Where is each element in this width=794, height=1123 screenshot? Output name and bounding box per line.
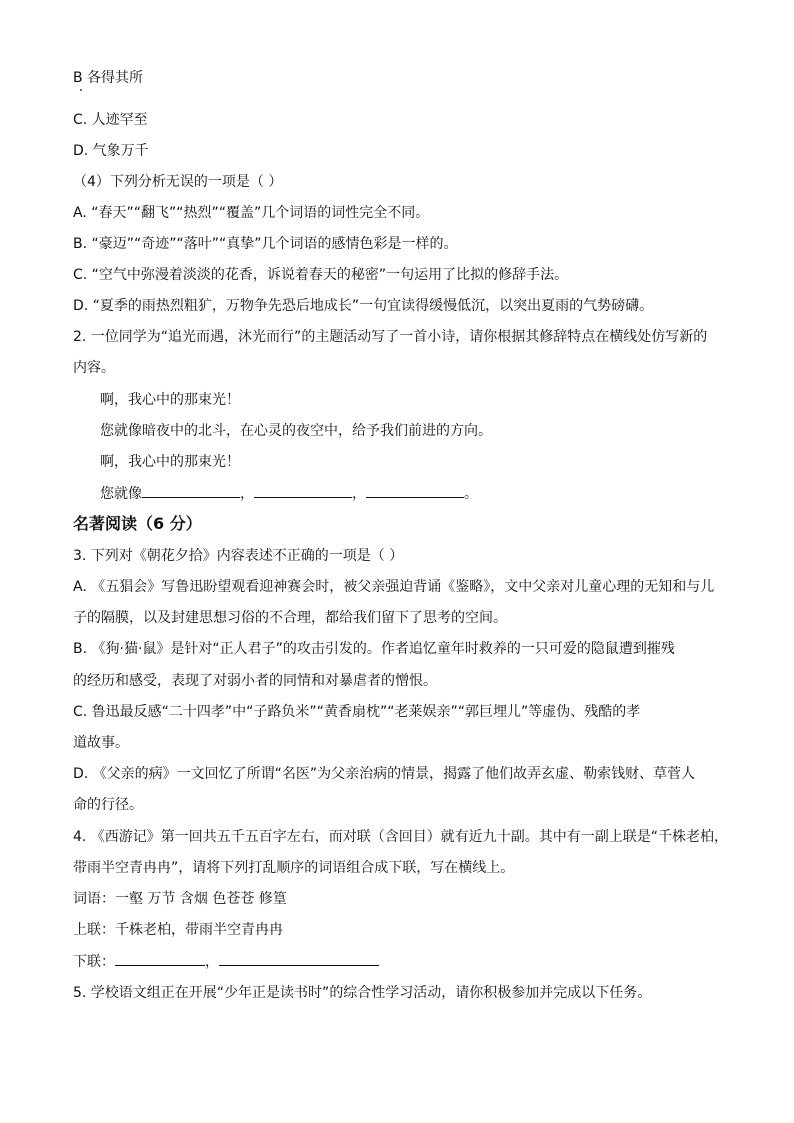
option-c-prev: C. 人迹罕至 — [73, 112, 148, 128]
q4-option-b: B. “豪迈”“奇迹”“落叶”“真挚”几个词语的感情色彩是一样的。 — [73, 236, 458, 252]
answer-blank-2[interactable] — [254, 483, 352, 498]
separator: ， — [240, 486, 254, 502]
couplet-blank-1[interactable] — [115, 951, 205, 966]
q3-option-b-line1: B. 《狗·猫·鼠》是针对“正人君子”的攻击引发的。作者追忆童年时救养的一只可爱的隐鼠遭到摧残 — [73, 641, 675, 657]
q3-option-a-line2: 子的隔膜，以及封建思想习俗的不合理，都给我们留下了思考的空间。 — [73, 610, 507, 626]
q3-option-c-line2: 道故事。 — [73, 735, 129, 751]
q4-option-d: D. “夏季的雨热烈粗犷，万物争先恐后地成长”一句宜读得缓慢低沉，以突出夏雨的气势磅礴。 — [73, 298, 654, 314]
q4-option-c: C. “空气中弥漫着淡淡的花香，诉说着春天的秘密”一句运用了比拟的修辞手法。 — [73, 267, 569, 283]
q3-option-b-line2: 的经历和感受，表现了对弱小者的同情和对暴虐者的憎恨。 — [73, 673, 437, 689]
word-list: 词语：一壑 万节 含烟 色苍苍 修篁 — [73, 891, 287, 907]
answer-blank-3[interactable] — [366, 483, 464, 498]
option-b-prev: B 各得其所 — [73, 70, 144, 86]
lower-couplet — [73, 951, 379, 972]
poem-line-3: 啊，我心中的那束光！ — [100, 454, 240, 470]
end-mark: 。 — [464, 486, 478, 502]
q2-stem-line2: 内容。 — [73, 360, 115, 376]
separator: ， — [205, 954, 219, 970]
section-title: 名著阅读（6 分） — [73, 514, 202, 533]
q4-stem: （4）下列分析无误的一项是（ ） — [73, 174, 283, 190]
poem-line-4 — [100, 483, 478, 504]
q3-option-a-line1: A. 《五猖会》写鲁迅盼望观看迎神赛会时，被父亲强迫背诵《鉴略》，文中父亲对儿童心理的无知和与儿 — [73, 579, 715, 595]
q2-stem-line1: 2. 一位同学为“追光而遇，沐光而行”的主题活动写了一首小诗，请你根据其修辞特点在横线处仿写新的 — [73, 329, 708, 345]
q3-stem: 3. 下列对《朝花夕拾》内容表述不正确的一项是（ ） — [73, 548, 404, 564]
q4-option-a: A. “春天”“翻飞”“热烈”“覆盖”几个词语的词性完全不同。 — [73, 205, 430, 221]
separator: ， — [352, 486, 366, 502]
poem-line-2: 您就像暗夜中的北斗，在心灵的夜空中，给予我们前进的方向。 — [100, 423, 492, 439]
q3-option-d-line1: D. 《父亲的病》一文回忆了所谓“名医”为父亲治病的情景，揭露了他们故弄玄虚、勒索钱财、草菅人 — [73, 766, 696, 782]
q3-option-c-line1: C. 鲁迅最反感“二十四孝”中“子路负米”“黄香扇枕”“老莱娱亲”“郭巨埋儿”等虚伪、残酷的孝 — [73, 704, 641, 720]
poem-prefix: 您就像 — [100, 486, 142, 502]
lower-label: 下联： — [73, 954, 115, 970]
q4b-stem-line1: 4. 《西游记》第一回共五千五百字左右，而对联（含回目）就有近九十副。其中有一副上联是“千株老柏， — [73, 829, 729, 845]
option-d-prev: D. 气象万千 — [73, 143, 149, 159]
upper-couplet: 上联：千株老柏，带雨半空青冉冉 — [73, 922, 283, 938]
q4b-stem-line2: 带雨半空青冉冉”，请将下列打乱顺序的词语组合成下联，写在横线上。 — [73, 860, 515, 876]
q3-option-d-line2: 命的行径。 — [73, 797, 143, 813]
answer-blank-1[interactable] — [142, 483, 240, 498]
dot-mark — [80, 89, 82, 91]
poem-line-1: 啊，我心中的那束光！ — [100, 392, 240, 408]
couplet-blank-2[interactable] — [219, 951, 379, 966]
q5-stem: 5. 学校语文组正在开展“少年正是读书时”的综合性学习活动，请你积极参加并完成以下任务。 — [73, 985, 652, 1001]
